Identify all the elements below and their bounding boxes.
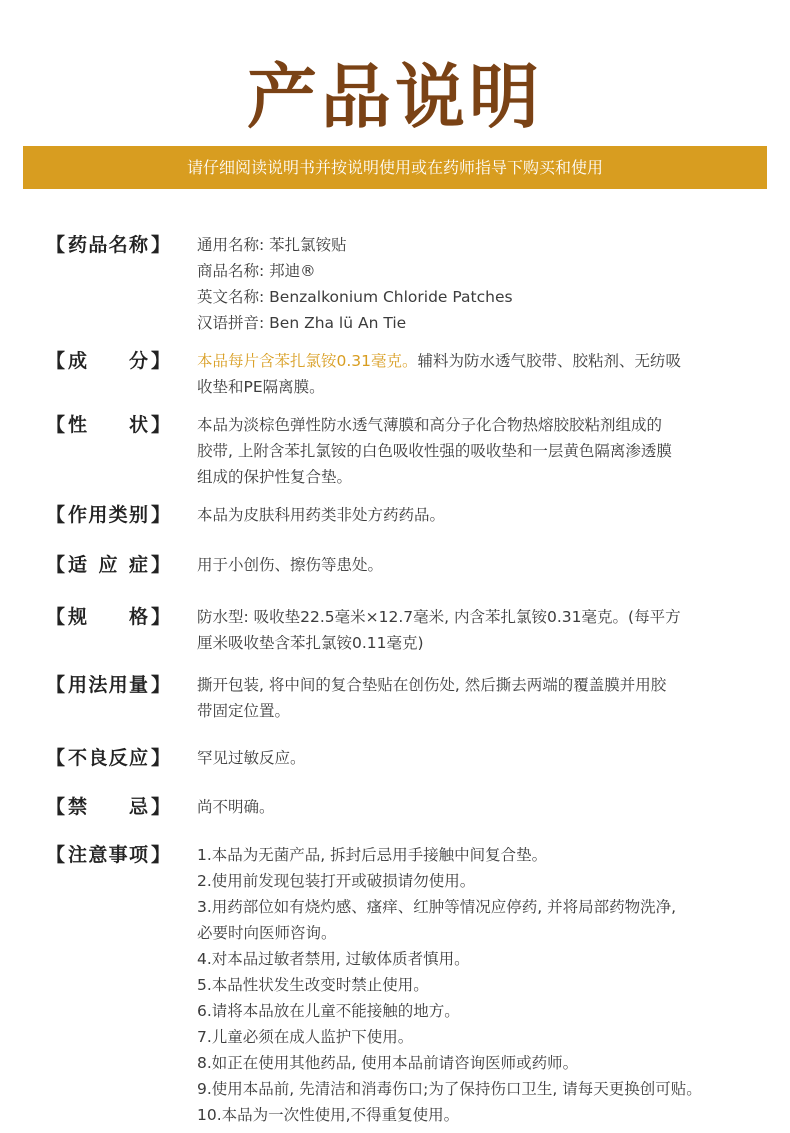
- section-value: [197, 412, 742, 490]
- value-line: 英文名称: Benzalkonium Chloride Patches: [197, 288, 513, 306]
- value-line: 必要时向医师咨询。: [197, 924, 337, 942]
- section-value: [197, 745, 742, 771]
- value-line: 辅料为防水透气胶带、胶粘剂、无纺吸: [417, 352, 682, 370]
- value-line: 组成的保护性复合垫。: [197, 468, 353, 486]
- value-line: 本品为皮肤科用药类非处方药药品。: [197, 506, 446, 524]
- section-value: [197, 552, 742, 578]
- value-line: 2.使用前发现包装打开或破损请勿使用。: [197, 872, 476, 890]
- section-value: [197, 502, 742, 528]
- value-line: 本品为淡棕色弹性防水透气薄膜和高分子化合物热熔胶胶粘剂组成的: [197, 416, 663, 434]
- value-line: 8.如正在使用其他药品, 使用本品前请咨询医师或药师。: [197, 1054, 579, 1072]
- value-line: 防水型: 吸收垫22.5毫米×12.7毫米, 内含苯扎氯铵0.31毫克。(每平方: [197, 608, 681, 626]
- value-line: 4.对本品过敏者禁用, 过敏体质者慎用。: [197, 950, 470, 968]
- section-value: [197, 794, 742, 820]
- page-title: 产品说明: [247, 56, 543, 138]
- section-value: [197, 672, 742, 724]
- value-line: 通用名称: 苯扎氯铵贴: [197, 236, 347, 254]
- value-line: 汉语拼音: Ben Zha lü An Tie: [197, 314, 407, 332]
- value-line: 商品名称: 邦迪®: [197, 262, 316, 280]
- value-line: 6.请将本品放在儿童不能接触的地方。: [197, 1002, 460, 1020]
- value-line: 撕开包装, 将中间的复合垫贴在创伤处, 然后撕去两端的覆盖膜并用胶: [197, 676, 667, 694]
- section-value: [197, 842, 742, 1128]
- value-line: 3.用药部位如有烧灼感、瘙痒、红肿等情况应停药, 并将局部药物洗净,: [197, 898, 677, 916]
- value-line: 1.本品为无菌产品, 拆封后忌用手接触中间复合垫。: [197, 846, 548, 864]
- value-line: 厘米吸收垫含苯扎氯铵0.11毫克): [197, 634, 424, 652]
- value-line: 罕见过敏反应。: [197, 749, 306, 767]
- value-line: 胶带, 上附含苯扎氯铵的白色吸收性强的吸收垫和一层黄色隔离渗透膜: [197, 442, 672, 460]
- value-line: 10.本品为一次性使用,不得重复使用。: [197, 1106, 460, 1124]
- value-line: 5.本品性状发生改变时禁止使用。: [197, 976, 429, 994]
- value-line: 9.使用本品前, 先清洁和消毒伤口;为了保持伤口卫生, 请每天更换创可贴。: [197, 1080, 702, 1098]
- value-line: 用于小创伤、擦伤等患处。: [197, 556, 384, 574]
- value-line: 收垫和PE隔离膜。: [197, 378, 325, 396]
- value-line: 7.儿童必须在成人监护下使用。: [197, 1028, 414, 1046]
- section-value: [197, 232, 742, 336]
- section-value: [197, 604, 742, 656]
- highlight-text: 本品每片含苯扎氯铵0.31毫克。: [197, 352, 418, 370]
- value-line: 尚不明确。: [197, 798, 275, 816]
- value-line: 带固定位置。: [197, 702, 291, 720]
- section-value: [197, 348, 742, 400]
- instruction-banner: 请仔细阅读说明书并按说明使用或在药师指导下购买和使用: [23, 146, 767, 189]
